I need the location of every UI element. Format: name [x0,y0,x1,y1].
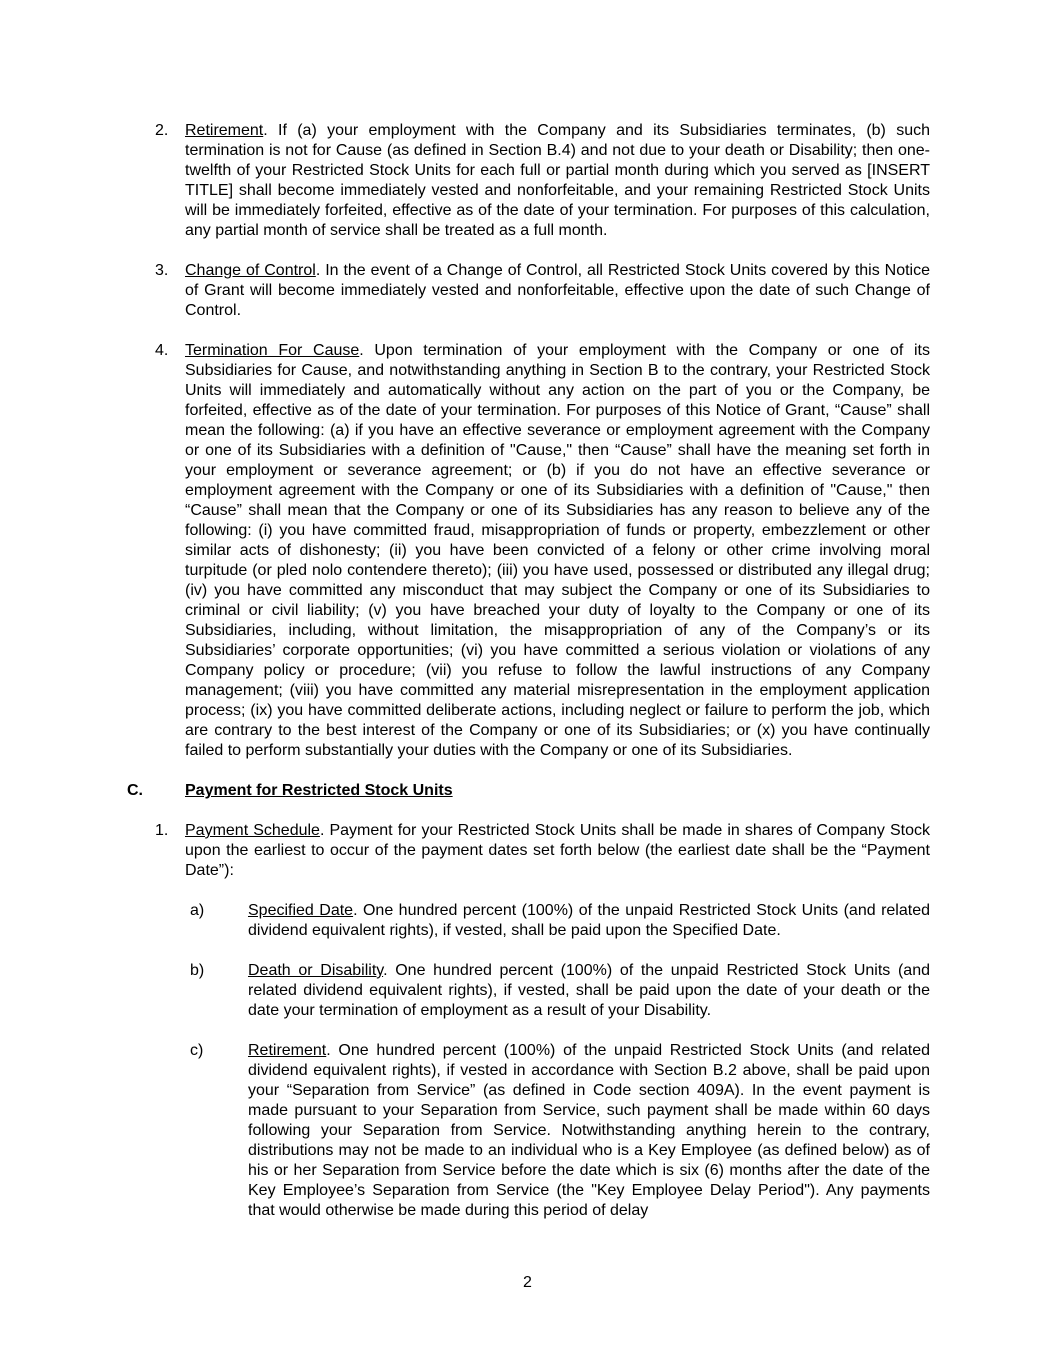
sub-item-paragraph [248,961,930,1021]
sub-item-paragraph [248,901,930,941]
list-item-payment-schedule [127,821,930,881]
sub-item-lead: Death or Disability [248,962,384,979]
sub-item-specified-date [190,901,930,941]
item-number: 4. [155,342,169,359]
item-number: 3. [155,262,169,279]
item-body-text: . If (a) your employment with the Company and its Subsidiaries terminates, (b) such termination is not for Cause (as defined in Section B.4) and not due to your death or Disability; then one-twelfth of your Restricted Stock Units for each full or partial month during which you served as [INSERT TITLE] shall become immediately vested and nonforfeitable, and your remaining Restricted Stock Units will be immediately forfeited, effective as of the date of your termination. For purposes of this calculation, any partial month of service shall be treated as a full month. [185,122,930,239]
sub-item-body-text: . One hundred percent (100%) of the unpaid Restricted Stock Units (and related dividend equivalent rights), if vested, shall be paid upon the Specified Date. [248,902,931,939]
sub-item-body-text: . One hundred percent (100%) of the unpaid Restricted Stock Units (and related dividend equivalent rights), if vested, shall be paid upon the date of your death or the date your termination of employment as a result of your Disability. [248,962,931,1019]
item-body-text: . Payment for your Restricted Stock Units shall be made in shares of Company Stock upon the earliest to occur of the payment dates set forth below (the earliest date shall be the “Payment Date”): [185,822,930,879]
list-item-termination-for-cause [127,341,930,761]
item-lead: Retirement [185,122,264,139]
sub-item-paragraph [248,1041,930,1221]
section-heading-paragraph [185,781,930,801]
item-number: 1. [155,822,169,839]
section-label: C. [127,782,143,799]
sub-item-body-text: . One hundred percent (100%) of the unpaid Restricted Stock Units (and related dividend equivalent rights), if vested in accordance with Section B.2 above, shall be paid upon your “Separation from Service” (as defined in Code section 409A). In the event payment is made pursuant to your Separation from Service, such payment shall be made within 60 days following your Separation from Service. Notwithstanding anything herein to the contrary, distributions may not be made to an individual who is a Key Employee (as defined below) as of his or her Separation from Service before the date which is six (6) months after the date of the Key Employee’s Separation from Service (the "Key Employee Delay Period"). Any payments that would otherwise be made during this period of delay [248,1042,930,1219]
list-item-change-of-control [127,261,930,321]
page-number: 2 [523,1274,532,1291]
item-paragraph [185,341,930,761]
item-body-text: . Upon termination of your employment with the Company or one of its Subsidiaries for Cause, and notwithstanding anything in Section B to the contrary, your Restricted Stock Units will immediately and automatically without any action on the part of you or the Company, be forfeited, effective as of the date of your termination. For purposes of this Notice of Grant, “Cause” shall mean the following: (a) if you have an effective severance or employment agreement with the Company or one of its Subsidiaries with a definition of "Cause," then “Cause” shall have the meaning set forth in your employment or severance agreement; or (b) if you do not have an effective severance or employment agreement with the Company or one of its Subsidiaries with a definition of "Cause," then “Cause” shall mean that the Company or one of its Subsidiaries has any reason to believe any of the following: (i) you have committed fraud, misappropriation of funds or property, embezzlement or other similar acts of dishonesty; (ii) you have been convicted of a felony or other crime involving moral turpitude (or pled nolo contendere thereto); (iii) you have used, possessed or distributed any illegal drug; (iv) you have committed any misconduct that may subject the Company or one of its Subsidiaries to criminal or civil liability; (v) you have breached your duty of loyalty to the Company or one of its Subsidiaries, including, without limitation, the misappropriation of any of the Company’s or its Subsidiaries’ corporate opportunities; (vi) you have committed a serious violation or violations of any Company policy or procedure; (vii) you refuse to follow the lawful instructions of any Company management; (viii) you have committed any material misrepresentation in the employment application process; (ix) you have committed deliberate actions, including neglect or failure to perform the job, which are contrary to the best interest of the Company or one of its Subsidiaries; or (x) you have continually failed to perform substantially your duties with the Company or one of its Subsidiaries. [185,342,930,759]
item-paragraph [185,821,930,881]
sub-item-retirement [190,1041,930,1221]
item-paragraph [185,261,930,321]
sub-item-letter: a) [190,902,205,919]
item-number: 2. [155,122,169,139]
item-lead: Termination For Cause [185,342,360,359]
list-item-retirement [127,121,930,241]
item-lead: Payment Schedule [185,822,320,839]
sub-item-lead: Specified Date [248,902,354,919]
sub-item-lead: Retirement [248,1042,327,1059]
item-body-text: . In the event of a Change of Control, all Restricted Stock Units covered by this Notice of Grant will become immediately vested and nonforfeitable, effective upon the date of such Change of Control. [185,262,931,319]
section-heading-row [127,781,930,801]
sub-item-letter: b) [190,962,205,979]
item-paragraph [185,121,930,241]
section-title: Payment for Restricted Stock Units [185,782,453,799]
item-lead: Change of Control [185,262,316,279]
sub-item-letter: c) [190,1042,204,1059]
sub-item-death-or-disability [190,961,930,1021]
